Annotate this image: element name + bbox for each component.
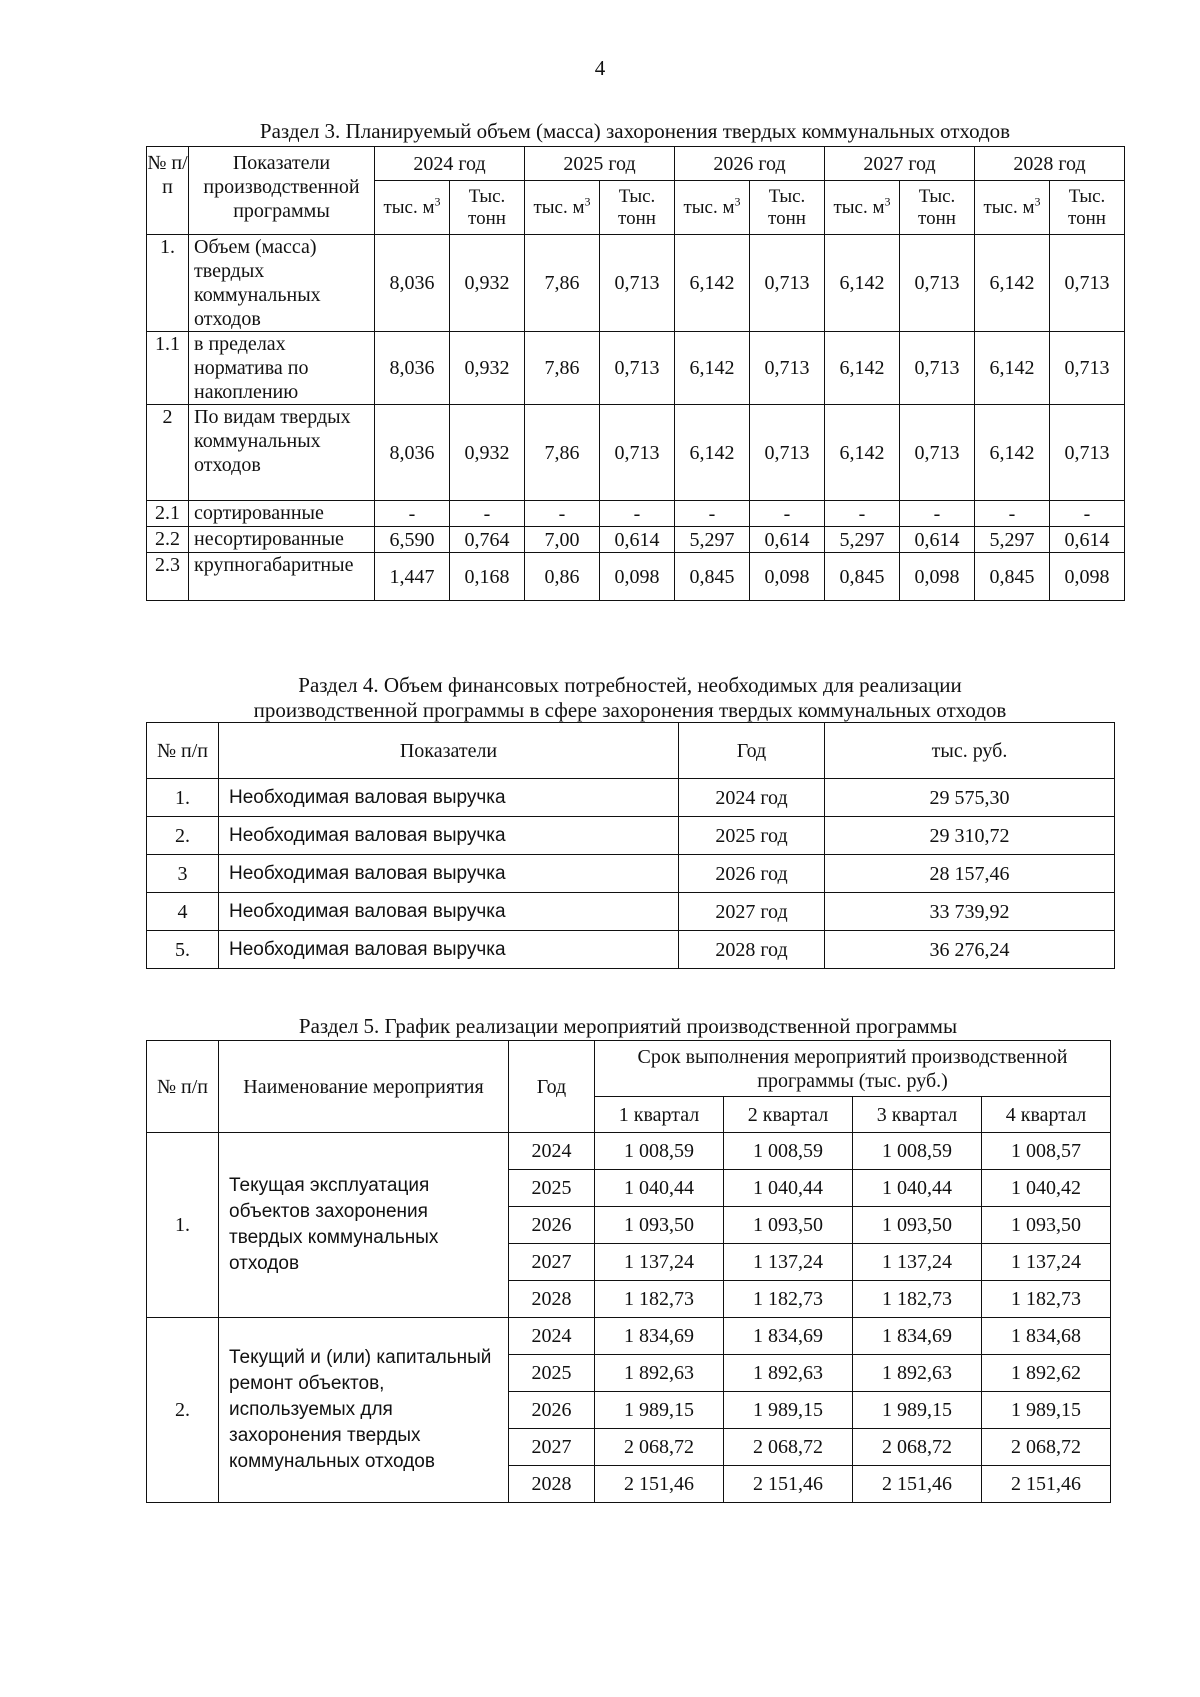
row-year: 2026 bbox=[509, 1207, 595, 1244]
row-value: 6,142 bbox=[825, 332, 900, 405]
quarter-value: 1 137,24 bbox=[724, 1244, 853, 1281]
row-year: 2025 bbox=[509, 1355, 595, 1392]
row-num: 1.1 bbox=[147, 332, 189, 405]
quarter-value: 1 182,73 bbox=[853, 1281, 982, 1318]
unit-m3-label: тыс. м bbox=[833, 196, 885, 218]
section5-title: Раздел 5. График реализации мероприятий производственной программы bbox=[298, 1014, 958, 1038]
row-value: 0,098 bbox=[750, 553, 825, 601]
unit-m3-superscript: 3 bbox=[734, 194, 741, 209]
row-num: 3 bbox=[147, 855, 219, 893]
row-value: - bbox=[900, 501, 975, 527]
quarter-value: 2 151,46 bbox=[982, 1466, 1111, 1503]
quarter-value: 1 093,50 bbox=[853, 1207, 982, 1244]
row-name: Необходимая валовая выручка bbox=[219, 931, 679, 969]
row-value: - bbox=[750, 501, 825, 527]
row-value: 28 157,46 bbox=[825, 855, 1115, 893]
quarter-value: 2 068,72 bbox=[595, 1429, 724, 1466]
quarter-value: 2 068,72 bbox=[982, 1429, 1111, 1466]
quarter-value: 1 989,15 bbox=[724, 1392, 853, 1429]
row-value: 5,297 bbox=[675, 527, 750, 553]
quarter-value: 1 008,59 bbox=[853, 1133, 982, 1170]
row-value: 0,614 bbox=[750, 527, 825, 553]
row-num: 2 bbox=[147, 405, 189, 501]
row-value: 0,713 bbox=[750, 332, 825, 405]
row-value: 6,142 bbox=[675, 235, 750, 332]
header-indicators: Показатели производственной программы bbox=[189, 147, 375, 235]
quarter-value: 1 834,68 bbox=[982, 1318, 1111, 1355]
table-row bbox=[147, 501, 1125, 527]
unit-cubic-meters bbox=[825, 181, 900, 235]
quarter-value: 2 068,72 bbox=[853, 1429, 982, 1466]
row-year: 2028 bbox=[509, 1466, 595, 1503]
quarter-value: 1 040,42 bbox=[982, 1170, 1111, 1207]
unit-m3-superscript: 3 bbox=[884, 194, 891, 209]
row-year: 2027 bbox=[509, 1429, 595, 1466]
section4-title-line2: производственной программы в сфере захоронения твердых коммунальных отходов bbox=[253, 698, 1007, 722]
header-year: Год bbox=[509, 1041, 595, 1133]
row-value: 29 310,72 bbox=[825, 817, 1115, 855]
table-row bbox=[147, 235, 1125, 332]
row-value: 6,142 bbox=[825, 235, 900, 332]
row-value: 0,713 bbox=[1050, 405, 1125, 501]
unit-m3-label: тыс. м bbox=[983, 196, 1035, 218]
unit-tons: Тыс. тонн bbox=[450, 181, 525, 235]
header-quarter: 2 квартал bbox=[724, 1097, 853, 1133]
row-name: сортированные bbox=[189, 501, 375, 527]
section4-table bbox=[146, 722, 1115, 969]
row-value: 1,447 bbox=[375, 553, 450, 601]
event-name: Текущая эксплуатация объектов захоронения твердых коммунальных отходов bbox=[219, 1133, 509, 1318]
row-value: 6,142 bbox=[675, 405, 750, 501]
quarter-value: 1 008,57 bbox=[982, 1133, 1111, 1170]
quarter-value: 1 834,69 bbox=[853, 1318, 982, 1355]
row-value: 0,098 bbox=[1050, 553, 1125, 601]
unit-m3-label: тыс. м bbox=[383, 196, 435, 218]
row-year: 2026 год bbox=[679, 855, 825, 893]
unit-m3-label: тыс. м bbox=[533, 196, 585, 218]
row-value: 5,297 bbox=[825, 527, 900, 553]
row-value: 36 276,24 bbox=[825, 931, 1115, 969]
row-value: - bbox=[600, 501, 675, 527]
row-value: 0,932 bbox=[450, 405, 525, 501]
row-year: 2025 год bbox=[679, 817, 825, 855]
table-row bbox=[147, 405, 1125, 501]
row-value: 0,168 bbox=[450, 553, 525, 601]
header-quarter: 1 квартал bbox=[595, 1097, 724, 1133]
row-name: Необходимая валовая выручка bbox=[219, 779, 679, 817]
header-num: № п/п bbox=[147, 723, 219, 779]
section3-table bbox=[146, 146, 1125, 601]
row-year: 2024 год bbox=[679, 779, 825, 817]
quarter-value: 1 137,24 bbox=[982, 1244, 1111, 1281]
row-value: 0,764 bbox=[450, 527, 525, 553]
row-value: 0,098 bbox=[900, 553, 975, 601]
row-value: 0,713 bbox=[600, 405, 675, 501]
row-value: 0,713 bbox=[750, 405, 825, 501]
event-num: 2. bbox=[147, 1318, 219, 1503]
header-name: Наименование мероприятия bbox=[219, 1041, 509, 1133]
row-value: 0,614 bbox=[900, 527, 975, 553]
quarter-value: 1 093,50 bbox=[595, 1207, 724, 1244]
row-value: - bbox=[975, 501, 1050, 527]
row-value: 6,142 bbox=[675, 332, 750, 405]
row-value: - bbox=[675, 501, 750, 527]
row-value: 0,713 bbox=[600, 332, 675, 405]
section4-title-line1: Раздел 4. Объем финансовых потребностей, необходимых для реализации bbox=[298, 673, 962, 697]
unit-tons: Тыс. тонн bbox=[1050, 181, 1125, 235]
row-value: 7,86 bbox=[525, 235, 600, 332]
header-term: Срок выполнения мероприятий производственной программы (тыс. руб.) bbox=[595, 1041, 1111, 1097]
row-value: 8,036 bbox=[375, 235, 450, 332]
row-value: 33 739,92 bbox=[825, 893, 1115, 931]
quarter-value: 1 093,50 bbox=[724, 1207, 853, 1244]
row-name: в пределах норматива по накоплению bbox=[189, 332, 375, 405]
row-value: 0,713 bbox=[600, 235, 675, 332]
row-num: 1. bbox=[147, 235, 189, 332]
header-year: 2025 год bbox=[525, 147, 675, 181]
row-value: 6,142 bbox=[825, 405, 900, 501]
row-value: 0,86 bbox=[525, 553, 600, 601]
table-row bbox=[147, 1133, 1111, 1170]
row-value: 0,713 bbox=[1050, 235, 1125, 332]
table-row bbox=[147, 553, 1125, 601]
row-value: 0,713 bbox=[1050, 332, 1125, 405]
unit-tons: Тыс. тонн bbox=[600, 181, 675, 235]
row-name: Объем (масса) твердых коммунальных отходов bbox=[189, 235, 375, 332]
row-value: 0,845 bbox=[825, 553, 900, 601]
header-year: 2026 год bbox=[675, 147, 825, 181]
row-num: 2.2 bbox=[147, 527, 189, 553]
quarter-value: 1 989,15 bbox=[853, 1392, 982, 1429]
header-num: № п/п bbox=[147, 147, 189, 235]
row-value: - bbox=[825, 501, 900, 527]
row-num: 2.3 bbox=[147, 553, 189, 601]
table-row bbox=[147, 1318, 1111, 1355]
section3-title: Раздел 3. Планируемый объем (масса) захоронения твердых коммунальных отходов bbox=[259, 119, 1011, 143]
row-name: Необходимая валовая выручка bbox=[219, 817, 679, 855]
header-year: 2027 год bbox=[825, 147, 975, 181]
quarter-value: 2 151,46 bbox=[724, 1466, 853, 1503]
quarter-value: 1 834,69 bbox=[595, 1318, 724, 1355]
header-year: 2024 год bbox=[375, 147, 525, 181]
header-year: Год bbox=[679, 723, 825, 779]
row-value: 0,098 bbox=[600, 553, 675, 601]
row-name: Необходимая валовая выручка bbox=[219, 893, 679, 931]
header-indicators: Показатели bbox=[219, 723, 679, 779]
table-row bbox=[147, 817, 1115, 855]
quarter-value: 1 040,44 bbox=[595, 1170, 724, 1207]
row-value: 7,86 bbox=[525, 405, 600, 501]
quarter-value: 1 989,15 bbox=[595, 1392, 724, 1429]
quarter-value: 1 137,24 bbox=[853, 1244, 982, 1281]
row-value: 0,713 bbox=[750, 235, 825, 332]
row-value: 5,297 bbox=[975, 527, 1050, 553]
header-num: № п/п bbox=[147, 1041, 219, 1133]
quarter-value: 1 834,69 bbox=[724, 1318, 853, 1355]
row-value: 0,932 bbox=[450, 235, 525, 332]
row-value: 0,713 bbox=[900, 332, 975, 405]
row-value: - bbox=[1050, 501, 1125, 527]
row-value: - bbox=[525, 501, 600, 527]
quarter-value: 1 892,63 bbox=[724, 1355, 853, 1392]
unit-m3-superscript: 3 bbox=[434, 194, 441, 209]
header-quarter: 3 квартал bbox=[853, 1097, 982, 1133]
row-year: 2027 bbox=[509, 1244, 595, 1281]
row-value: 0,845 bbox=[675, 553, 750, 601]
header-quarter: 4 квартал bbox=[982, 1097, 1111, 1133]
event-name: Текущий и (или) капитальный ремонт объектов, используемых для захоронения твердых коммунальных отходов bbox=[219, 1318, 509, 1503]
quarter-value: 2 151,46 bbox=[595, 1466, 724, 1503]
table-row bbox=[147, 332, 1125, 405]
row-value: 7,86 bbox=[525, 332, 600, 405]
row-name: крупногабаритные bbox=[189, 553, 375, 601]
row-year: 2027 год bbox=[679, 893, 825, 931]
event-num: 1. bbox=[147, 1133, 219, 1318]
quarter-value: 1 892,62 bbox=[982, 1355, 1111, 1392]
quarter-value: 1 093,50 bbox=[982, 1207, 1111, 1244]
row-name: несортированные bbox=[189, 527, 375, 553]
quarter-value: 1 137,24 bbox=[595, 1244, 724, 1281]
row-value: 29 575,30 bbox=[825, 779, 1115, 817]
row-value: 6,590 bbox=[375, 527, 450, 553]
unit-cubic-meters bbox=[975, 181, 1050, 235]
row-value: 0,845 bbox=[975, 553, 1050, 601]
unit-m3-label: тыс. м bbox=[683, 196, 735, 218]
row-num: 2.1 bbox=[147, 501, 189, 527]
row-value: 6,142 bbox=[975, 332, 1050, 405]
row-num: 2. bbox=[147, 817, 219, 855]
row-value: 6,142 bbox=[975, 235, 1050, 332]
row-year: 2028 bbox=[509, 1281, 595, 1318]
row-value: 0,713 bbox=[900, 405, 975, 501]
page-number: 4 bbox=[594, 56, 606, 80]
unit-tons: Тыс. тонн bbox=[900, 181, 975, 235]
section5-table bbox=[146, 1040, 1111, 1503]
row-year: 2028 год bbox=[679, 931, 825, 969]
unit-cubic-meters bbox=[525, 181, 600, 235]
row-value: 8,036 bbox=[375, 405, 450, 501]
row-year: 2024 bbox=[509, 1318, 595, 1355]
quarter-value: 1 182,73 bbox=[595, 1281, 724, 1318]
table-row bbox=[147, 893, 1115, 931]
quarter-value: 1 008,59 bbox=[595, 1133, 724, 1170]
quarter-value: 2 151,46 bbox=[853, 1466, 982, 1503]
row-year: 2026 bbox=[509, 1392, 595, 1429]
quarter-value: 1 892,63 bbox=[595, 1355, 724, 1392]
row-value: 7,00 bbox=[525, 527, 600, 553]
table-row bbox=[147, 527, 1125, 553]
table-row bbox=[147, 779, 1115, 817]
row-name: Необходимая валовая выручка bbox=[219, 855, 679, 893]
table-row bbox=[147, 931, 1115, 969]
row-value: 0,614 bbox=[600, 527, 675, 553]
row-value: 8,036 bbox=[375, 332, 450, 405]
row-num: 4 bbox=[147, 893, 219, 931]
row-num: 1. bbox=[147, 779, 219, 817]
quarter-value: 1 892,63 bbox=[853, 1355, 982, 1392]
quarter-value: 2 068,72 bbox=[724, 1429, 853, 1466]
quarter-value: 1 989,15 bbox=[982, 1392, 1111, 1429]
row-value: 0,713 bbox=[900, 235, 975, 332]
unit-cubic-meters bbox=[675, 181, 750, 235]
row-value: 0,614 bbox=[1050, 527, 1125, 553]
unit-cubic-meters bbox=[375, 181, 450, 235]
quarter-value: 1 040,44 bbox=[853, 1170, 982, 1207]
header-value: тыс. руб. bbox=[825, 723, 1115, 779]
quarter-value: 1 008,59 bbox=[724, 1133, 853, 1170]
quarter-value: 1 182,73 bbox=[982, 1281, 1111, 1318]
table-row bbox=[147, 855, 1115, 893]
row-year: 2024 bbox=[509, 1133, 595, 1170]
quarter-value: 1 040,44 bbox=[724, 1170, 853, 1207]
unit-m3-superscript: 3 bbox=[1034, 194, 1041, 209]
row-year: 2025 bbox=[509, 1170, 595, 1207]
unit-tons: Тыс. тонн bbox=[750, 181, 825, 235]
row-value: - bbox=[450, 501, 525, 527]
row-value: - bbox=[375, 501, 450, 527]
row-value: 0,932 bbox=[450, 332, 525, 405]
quarter-value: 1 182,73 bbox=[724, 1281, 853, 1318]
header-year: 2028 год bbox=[975, 147, 1125, 181]
row-name: По видам твердых коммунальных отходов bbox=[189, 405, 375, 501]
row-num: 5. bbox=[147, 931, 219, 969]
row-value: 6,142 bbox=[975, 405, 1050, 501]
unit-m3-superscript: 3 bbox=[584, 194, 591, 209]
